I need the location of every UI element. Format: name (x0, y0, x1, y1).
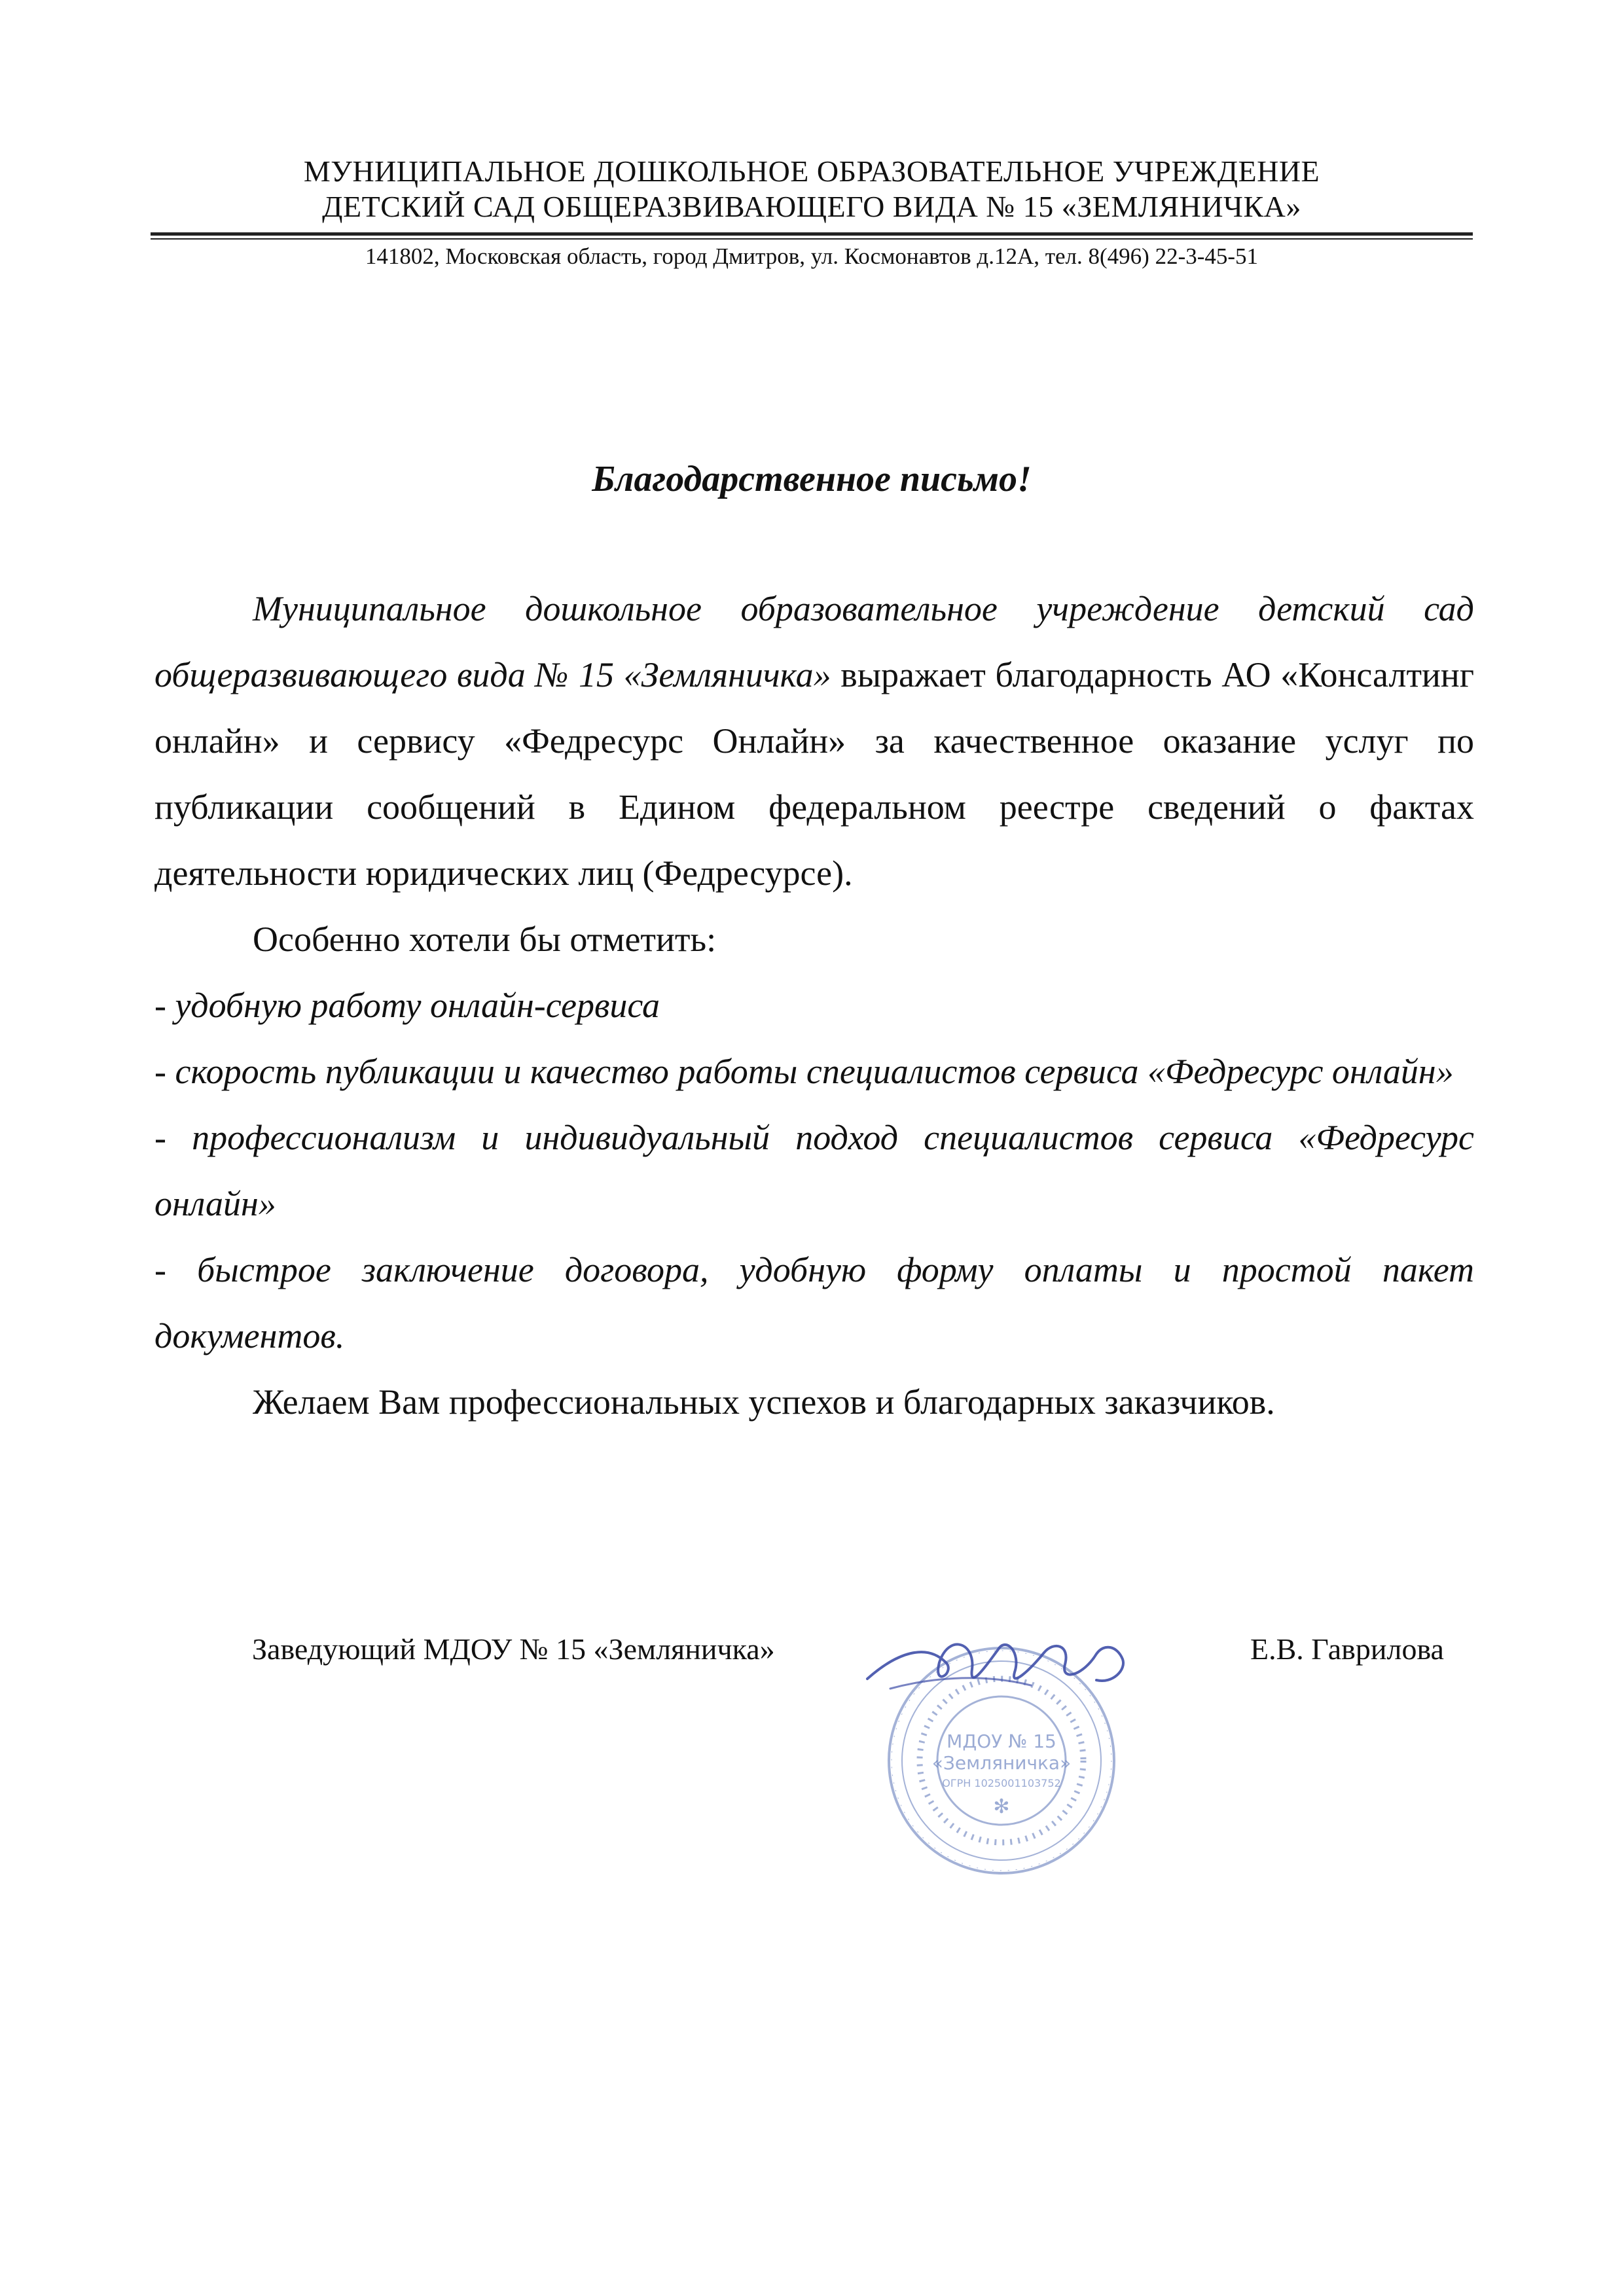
org-name-italic: Муниципальное дошкольное образовательное учреждение детский сад общеразвивающего вида № 15 «Земляничка» (154, 589, 1474, 694)
paragraph-gratitude (154, 576, 1474, 906)
list-item: - удобную работу онлайн-сервиса (154, 986, 660, 1025)
letter-title: Благодарственное письмо! (592, 459, 1032, 499)
handwritten-signature (867, 1644, 1123, 1681)
paragraph-note: Особенно хотели бы отметить: (253, 920, 717, 959)
list-item: - быстрое заключение договора, удобную форму оплаты и простой пакет документов. (154, 1250, 1474, 1355)
official-stamp (835, 1607, 1175, 1882)
list-item: - профессионализм и индивидуальный подход специалистов сервиса «Федресурс онлайн» (154, 1118, 1475, 1223)
signatory-name: Е.В. Гаврилова (1250, 1632, 1444, 1666)
letterhead-divider-thick (151, 232, 1473, 236)
stamp-snowflake-icon: ✻ (993, 1795, 1010, 1818)
letterhead-divider-thin (151, 238, 1473, 240)
stamp-center-line-2: «Земляничка» (931, 1752, 1072, 1774)
letterhead-org-line-2: ДЕТСКИЙ САД ОБЩЕРАЗВИВАЮЩЕГО ВИДА № 15 «ЗЕМЛЯНИЧКА» (322, 190, 1301, 223)
letterhead-org-line-1: МУНИЦИПАЛЬНОЕ ДОШКОЛЬНОЕ ОБРАЗОВАТЕЛЬНОЕ УЧРЕЖДЕНИЕ (303, 154, 1320, 188)
letter-body (154, 576, 1474, 1435)
gratitude-text: выражает благодарность АО «Консалтинг онлайн» и сервису «Федресурс Онлайн» за качественное оказание услуг по публикации сообщений в Едином федеральном реестре сведений о фактах деятельности юридических лиц (Федресурсе). (154, 655, 1474, 893)
letterhead-address: 141802, Московская область, город Дмитров, ул. Космонавтов д.12А, тел. 8(496) 22-3-45-51 (365, 243, 1259, 269)
letterhead (151, 154, 1473, 224)
list-item: - скорость публикации и качество работы специалистов сервиса «Федресурс онлайн» (154, 1052, 1454, 1091)
stamp-center-line-1: МДОУ № 15 (947, 1731, 1056, 1752)
stamp-ogrn: ОГРН 1025001103752 (942, 1777, 1061, 1789)
paragraph-closing: Желаем Вам профессиональных успехов и благодарных заказчиков. (253, 1382, 1275, 1422)
signatory-position: Заведующий МДОУ № 15 «Земляничка» (252, 1632, 775, 1666)
